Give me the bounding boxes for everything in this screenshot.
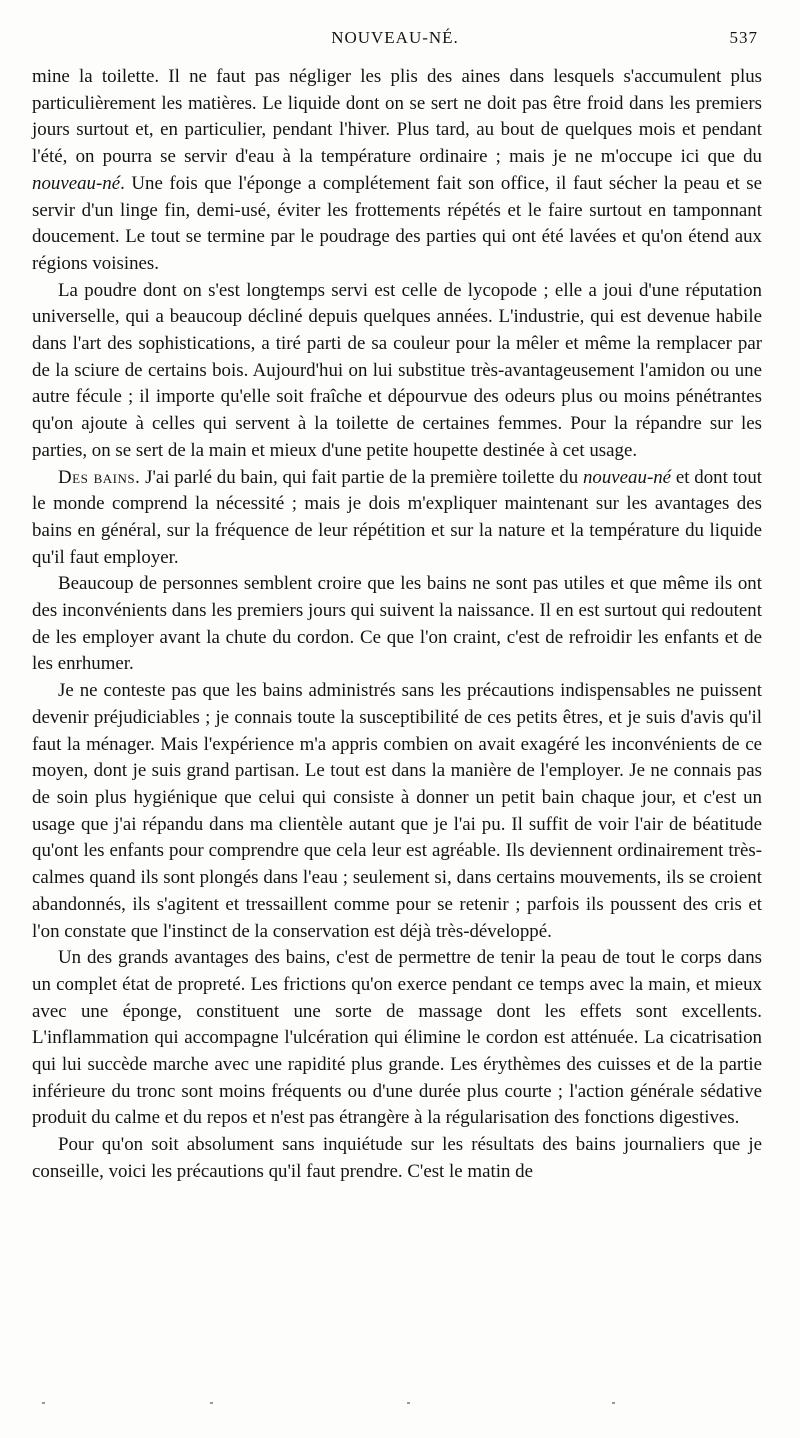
running-header bbox=[32, 28, 758, 52]
paragraph bbox=[32, 945, 762, 1132]
text-run: . Une fois que l'éponge a complétement fait son office, il faut sécher la peau et se servir d'un linge fin, demi-usé, éviter les frottements répétés et le faire surtout en tamponnant doucement. Le tout se termine par le poudrage des parties qui ont été lavées et qu'on étend aux régions voisines. bbox=[32, 172, 762, 274]
text-run: La poudre dont on s'est longtemps servi est celle de lycopode ; elle a joui d'une réputation universelle, qui a beaucoup décliné depuis quelques années. L'industrie, qui est devenue habile dans l'art des sophistications, a tiré parti de sa couleur pour la mêler et même la remplacer par de la sciure de certains bois. Aujourd'hui on lui substitue très-avantageusement l'amidon ou une autre fécule ; il importe qu'elle soit fraîche et dépourvue des odeurs plus ou moins pénétrantes qu'on ajoute à celles qui servent à la toilette de certaines femmes. Pour la répandre sur les parties, on se sert de la main et mieux d'une petite houpette destinée à cet usage. bbox=[32, 279, 762, 461]
text-run: Un des grands avantages des bains, c'est de permettre de tenir la peau de tout le corps dans un complet état de propreté. Les frictions qu'on exerce pendant ce temps avec la main, et mieux avec une éponge, constituent une sorte de massage dont les effets sont excellents. L'inflammation qui accompagne l'ulcération qui élimine le cordon est atténuée. La cicatrisation qui lui succède marche avec une rapidité plus grande. Les érythèmes des cuisses et de la partie inférieure du tronc sont moins fréquents ou d'une durée plus courte ; l'action générale sédative produit du calme et du repos et n'est pas étrangère à la régularisation des fonctions digestives. bbox=[32, 947, 762, 1129]
section-heading: Des bains. bbox=[58, 466, 141, 488]
paragraph bbox=[32, 678, 762, 945]
paragraph bbox=[32, 465, 762, 572]
page-number: 537 bbox=[729, 28, 758, 47]
body-text bbox=[32, 64, 762, 1186]
italic-term: nouveau-né bbox=[582, 466, 672, 488]
text-run: et dont tout le monde comprend la nécessité ; mais je dois m'expliquer maintenant sur les avantages des bains en général, sur la fréquence de leur répétition et sur la nature et la température du liquide qu'il faut employer. bbox=[32, 466, 763, 568]
text-run: J'ai parlé du bain, qui fait partie de la première toilette du bbox=[140, 466, 583, 488]
paragraph bbox=[32, 64, 762, 278]
paragraph bbox=[32, 278, 762, 465]
text-run: Beaucoup de personnes semblent croire que les bains ne sont pas utiles et que même ils ont des inconvénients dans les premiers jours qui suivent la naissance. Il en est surtout qui redoutent de les employer avant la chute du cordon. Ce que l'on craint, c'est de refroidir les enfants et de les enrhumer. bbox=[32, 573, 762, 675]
running-title: NOUVEAU-NÉ. bbox=[331, 28, 459, 47]
text-run: Je ne conteste pas que les bains administrés sans les précautions indispensables ne puissent devenir préjudiciables ; je connais toute la susceptibilité de ces petits êtres, et je suis d'avis qu'il faut la ménager. Mais l'expérience m'a appris combien on avait exagéré les inconvénients de ce moyen, dont je suis grand partisan. Le tout est dans la manière de l'employer. Je ne connais pas de soin plus hygiénique que celui qui consiste à donner un petit bain chaque jour, et c'est un usage que j'ai répandu dans ma clientèle autant que je l'ai pu. Il suffit de voir l'air de béatitude qu'ont les enfants pour comprendre que cela leur est agréable. Ils deviennent ordinairement très-calmes quand ils sont plongés dans l'eau ; seulement si, dans certains mouvements, ils se croient abandonnés, ils s'agitent et tressaillent comme pour se retenir ; parfois ils poussent des cris et l'on constate que l'instinct de la conservation est déjà très-développé. bbox=[32, 680, 762, 942]
italic-term: nouveau-né bbox=[32, 172, 121, 194]
paragraph bbox=[32, 571, 762, 678]
text-run: Pour qu'on soit absolument sans inquiétude sur les résultats des bains journaliers que je conseille, voici les précautions qu'il faut prendre. C'est le matin de bbox=[32, 1134, 762, 1182]
text-run: mine la toilette. Il ne faut pas négliger les plis des aines dans lesquels s'accumulent plus particulièrement les matières. Le liquide dont on se sert ne doit pas être froid dans les premiers jours surtout et, en particulier, pendant l'hiver. Plus tard, au bout de quelques mois et pendant l'été, on pourra se servir d'eau à la température ordinaire ; mais je ne m'occupe ici que du bbox=[32, 66, 762, 168]
page-bottom-specks bbox=[32, 1402, 762, 1412]
paragraph bbox=[32, 1132, 762, 1185]
